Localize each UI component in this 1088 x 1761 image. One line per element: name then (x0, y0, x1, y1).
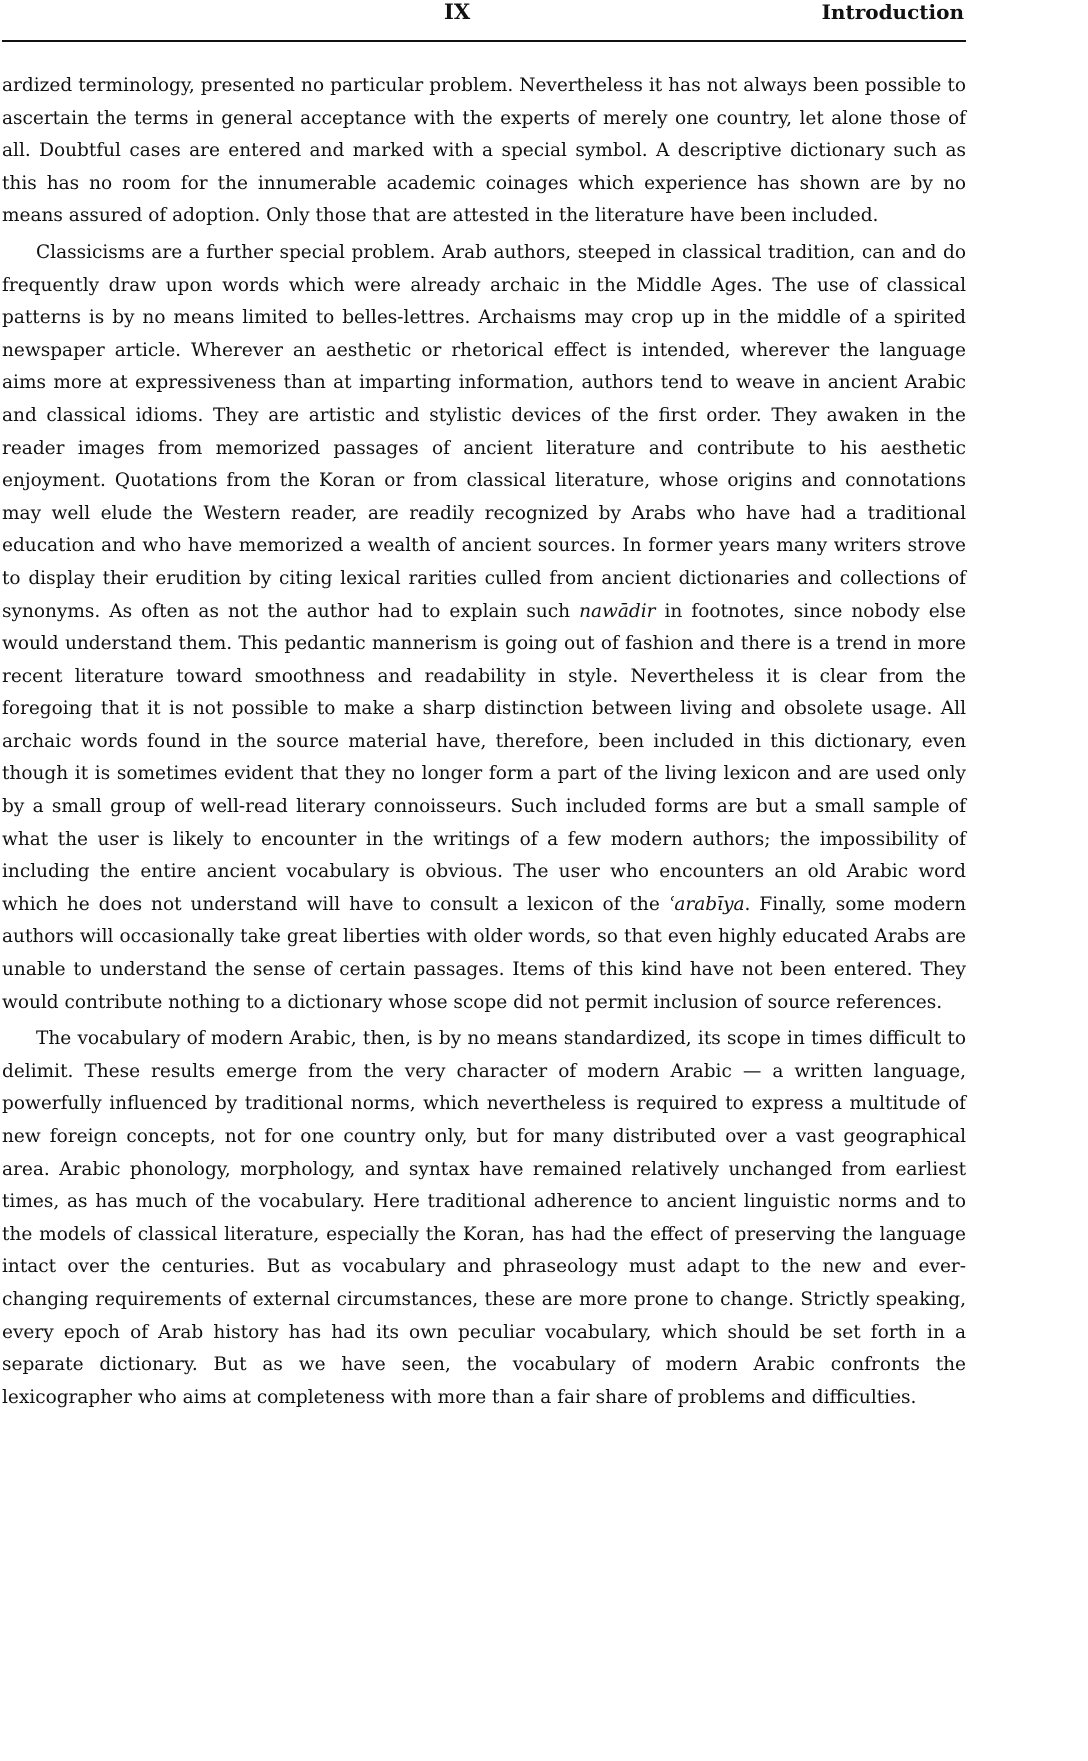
section-title: Introduction (821, 0, 964, 24)
paragraph-vocabulary (2, 1023, 966, 1414)
paragraph-classicisms (2, 237, 966, 1019)
header-rule (2, 40, 966, 42)
paragraph-text: The vocabulary of modern Arabic, then, is by no means standardized, its scope in times difficult to delimit. These results emerge from the very character of modern Arabic — a written language, powerfully influenced by traditional norms, which nevertheless is required to express a multitude of new foreign concepts, not for one country only, but for many distributed over a vast geographical area. Arabic phonology, morphology, and syntax have remained relatively unchanged from earliest times, as has much of the vocabulary. Here traditional adherence to ancient linguistic norms and to the models of classical literature, especially the Koran, has had the effect of preserving the language intact over the centuries. But as vocabulary and phraseology must adapt to the new and ever-changing requirements of external circumstances, these are more prone to change. Strictly speaking, every epoch of Arab history has had its own peculiar vocabulary, which should be set forth in a separate dictionary. But as we have seen, the vocabulary of modern Arabic confronts the lexicographer who aims at completeness with more than a fair share of problems and difficulties. (2, 1028, 966, 1408)
running-head (0, 0, 968, 28)
paragraph-text: ardized terminology, presented no particular problem. Nevertheless it has not always been possible to ascertain the terms in general acceptance with the experts of merely one country, let alone those of all. Doubtful cases are entered and marked with a special symbol. A descriptive dictionary such as this has no room for the innumerable academic coinages which experience has shown are by no means assured of adoption. Only those that are attested in the literature have been included. (2, 75, 966, 227)
body-text (2, 70, 966, 1418)
paragraph-text: . Finally, some modern authors will occasionally take great liberties with older words, so that even highly educated Arabs are unable to understand the sense of certain passages. Items of this kind have not been entered. They would contribute nothing to a dictionary whose scope did not permit inclusion of source references. (2, 893, 966, 1013)
page-number: IX (444, 0, 471, 24)
paragraph-terminology (2, 70, 966, 233)
italic-term-nawadir: nawādir (579, 600, 656, 622)
paragraph-text: Classicisms are a further special problem. Arab authors, steeped in classical tradition, can and do frequently draw upon words which were already archaic in the Middle Ages. The use of classical patterns is by no means limited to belles-lettres. Archaisms may crop up in the middle of a spirited newspaper article. Wherever an aesthetic or rhetorical effect is intended, wherever the language aims more at expressiveness than at imparting information, authors tend to weave in ancient Arabic and classical idioms. They are artistic and stylistic devices of the first order. They awaken in the reader images from memorized passages of ancient literature and contribute to his aesthetic enjoyment. Quotations from the Koran or from classical literature, whose origins and connotations may well elude the Western reader, are readily recognized by Arabs who have had a traditional education and who have memorized a wealth of ancient sources. In former years many writers strove to display their erudition by citing lexical rarities culled from ancient dictionaries and collections of synonyms. As often as not the author had to explain such (2, 241, 966, 622)
paragraph-text: in footnotes, since nobody else would understand them. This pedantic mannerism is going out of fashion and there is a trend in more recent literature toward smoothness and readability in style. Nevertheless it is clear from the foregoing that it is not possible to make a sharp distinction between living and obsolete usage. All archaic words found in the source material have, therefore, been included in this dictionary, even though it is sometimes evident that they no longer form a part of the living lexicon and are used only by a small group of well-read literary connoisseurs. Such included forms are but a small sample of what the user is likely to encounter in the writings of a few modern authors; the impossibility of including the entire ancient vocabulary is obvious. The user who encounters an old Arabic word which he does not understand will have to consult a lexicon of the (2, 600, 967, 915)
italic-term-arabiya: ʿarabīya (668, 893, 745, 915)
